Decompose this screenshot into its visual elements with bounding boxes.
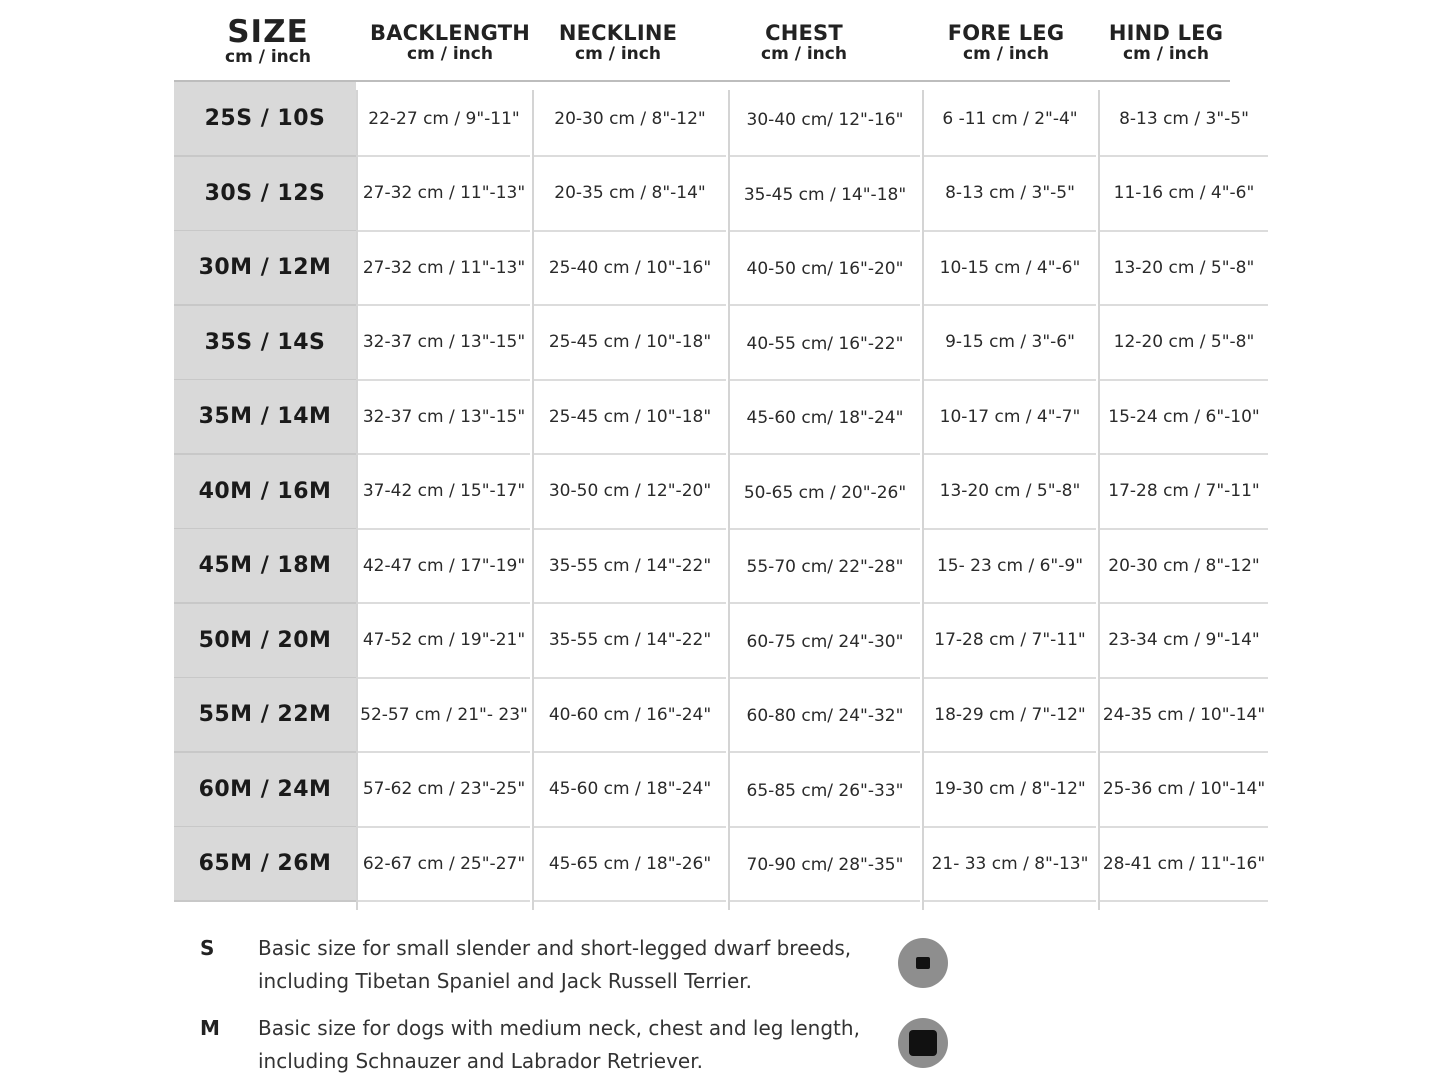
size-label: 60M / 24M [174, 753, 356, 828]
chest-cell: 60-80 cm/ 24"-32" [730, 678, 920, 753]
header-chest-unit: cm / inch [761, 44, 847, 65]
hindleg-cell: 12-20 cm / 5"-8" [1100, 306, 1268, 381]
neckline-cell: 20-35 cm / 8"-14" [534, 157, 726, 232]
backlength-cell: 57-62 cm / 23"-25" [358, 753, 530, 828]
hindleg-cell: 28-41 cm / 11"-16" [1100, 827, 1268, 902]
header-neckline-unit: cm / inch [575, 44, 661, 65]
header-neckline-title: NECKLINE [558, 21, 678, 45]
chest-cell: 30-40 cm/ 12"-16" [730, 82, 920, 157]
neckline-cell: 35-55 cm / 14"-22" [534, 604, 726, 679]
legend-key: S [200, 936, 215, 960]
foreleg-cell: 21- 33 cm / 8"-13" [924, 827, 1096, 902]
chest-cell: 60-75 cm/ 24"-30" [730, 604, 920, 679]
header-size-title: SIZE [227, 14, 309, 50]
size-label: 35S / 14S [174, 306, 356, 381]
neckline-cell: 20-30 cm / 8"-12" [534, 82, 726, 157]
header-foreleg-title: FORE LEG [947, 21, 1065, 45]
chest-cell: 40-50 cm/ 16"-20" [730, 231, 920, 306]
small-square-badge-icon [898, 938, 948, 988]
hindleg-cell: 15-24 cm / 6"-10" [1100, 380, 1268, 455]
chest-cell: 65-85 cm/ 26"-33" [730, 753, 920, 828]
backlength-cell: 62-67 cm / 25"-27" [358, 827, 530, 902]
backlength-cell: 37-42 cm / 15"-17" [358, 455, 530, 530]
size-table [174, 82, 1274, 902]
backlength-cell: 27-32 cm / 11"-13" [358, 231, 530, 306]
size-label: 35M / 14M [174, 380, 356, 455]
header-backlength-title: BACKLENGTH [369, 21, 530, 45]
chest-cell: 50-65 cm / 20"-26" [730, 455, 920, 530]
header-chest-title: CHEST [765, 21, 843, 45]
neckline-cell: 45-60 cm / 18"-24" [534, 753, 726, 828]
backlength-cell: 27-32 cm / 11"-13" [358, 157, 530, 232]
foreleg-cell: 13-20 cm / 5"-8" [924, 455, 1096, 530]
backlength-cell: 32-37 cm / 13"-15" [358, 380, 530, 455]
header-hindleg-title: HIND LEG [1108, 21, 1224, 45]
table-row [174, 753, 1274, 828]
neckline-cell: 45-65 cm / 18"-26" [534, 827, 726, 902]
backlength-cell: 22-27 cm / 9"-11" [358, 82, 530, 157]
foreleg-cell: 9-15 cm / 3"-6" [924, 306, 1096, 381]
hindleg-cell: 24-35 cm / 10"-14" [1100, 678, 1268, 753]
header-neckline [538, 22, 698, 64]
table-row [174, 306, 1274, 381]
hindleg-cell: 25-36 cm / 10"-14" [1100, 753, 1268, 828]
foreleg-cell: 6 -11 cm / 2"-4" [924, 82, 1096, 157]
chest-cell: 35-45 cm / 14"-18" [730, 157, 920, 232]
neckline-cell: 40-60 cm / 16"-24" [534, 678, 726, 753]
header-chest [724, 22, 884, 64]
table-row [174, 82, 1274, 157]
legend-text: Basic size for dogs with medium neck, chest and leg length, including Schnauzer and Labrador Retriever. [258, 1016, 860, 1073]
header-backlength [362, 22, 538, 64]
chest-cell: 55-70 cm/ 22"-28" [730, 529, 920, 604]
hindleg-cell: 13-20 cm / 5"-8" [1100, 231, 1268, 306]
size-label: 30M / 12M [174, 231, 356, 306]
header-hindleg-unit: cm / inch [1123, 44, 1209, 65]
foreleg-cell: 15- 23 cm / 6"-9" [924, 529, 1096, 604]
foreleg-cell: 8-13 cm / 3"-5" [924, 157, 1096, 232]
neckline-cell: 35-55 cm / 14"-22" [534, 529, 726, 604]
header-hindleg [1086, 22, 1246, 64]
table-row [174, 529, 1274, 604]
legend-key: M [200, 1016, 220, 1040]
backlength-cell: 52-57 cm / 21"- 23" [358, 678, 530, 753]
header-foreleg-unit: cm / inch [963, 44, 1049, 65]
size-label: 50M / 20M [174, 604, 356, 679]
foreleg-cell: 10-15 cm / 4"-6" [924, 231, 1096, 306]
table-row [174, 678, 1274, 753]
header-size-unit: cm / inch [225, 46, 311, 67]
header-foreleg [926, 22, 1086, 64]
backlength-cell: 32-37 cm / 13"-15" [358, 306, 530, 381]
hindleg-cell: 17-28 cm / 7"-11" [1100, 455, 1268, 530]
size-label: 25S / 10S [174, 82, 356, 157]
size-label: 30S / 12S [174, 157, 356, 232]
hindleg-cell: 8-13 cm / 3"-5" [1100, 82, 1268, 157]
table-row [174, 157, 1274, 232]
neckline-cell: 25-45 cm / 10"-18" [534, 380, 726, 455]
table-row [174, 604, 1274, 679]
size-label: 65M / 26M [174, 827, 356, 902]
backlength-cell: 42-47 cm / 17"-19" [358, 529, 530, 604]
neckline-cell: 25-45 cm / 10"-18" [534, 306, 726, 381]
header-size [190, 16, 346, 66]
chest-cell: 70-90 cm/ 28"-35" [730, 827, 920, 902]
neckline-cell: 25-40 cm / 10"-16" [534, 231, 726, 306]
table-row [174, 231, 1274, 306]
neckline-cell: 30-50 cm / 12"-20" [534, 455, 726, 530]
foreleg-cell: 17-28 cm / 7"-11" [924, 604, 1096, 679]
backlength-cell: 47-52 cm / 19"-21" [358, 604, 530, 679]
table-row [174, 827, 1274, 902]
table-row [174, 455, 1274, 530]
size-label: 45M / 18M [174, 529, 356, 604]
hindleg-cell: 20-30 cm / 8"-12" [1100, 529, 1268, 604]
legend-text: Basic size for small slender and short-legged dwarf breeds, including Tibetan Spaniel and Jack Russell Terrier. [258, 936, 852, 993]
header-backlength-unit: cm / inch [407, 44, 493, 65]
hindleg-cell: 11-16 cm / 4"-6" [1100, 157, 1268, 232]
chest-cell: 40-55 cm/ 16"-22" [730, 306, 920, 381]
foreleg-cell: 18-29 cm / 7"-12" [924, 678, 1096, 753]
medium-square-badge-icon [898, 1018, 948, 1068]
foreleg-cell: 10-17 cm / 4"-7" [924, 380, 1096, 455]
chest-cell: 45-60 cm/ 18"-24" [730, 380, 920, 455]
table-header [0, 14, 1445, 80]
size-label: 40M / 16M [174, 455, 356, 530]
size-label: 55M / 22M [174, 678, 356, 753]
hindleg-cell: 23-34 cm / 9"-14" [1100, 604, 1268, 679]
foreleg-cell: 19-30 cm / 8"-12" [924, 753, 1096, 828]
table-row [174, 380, 1274, 455]
